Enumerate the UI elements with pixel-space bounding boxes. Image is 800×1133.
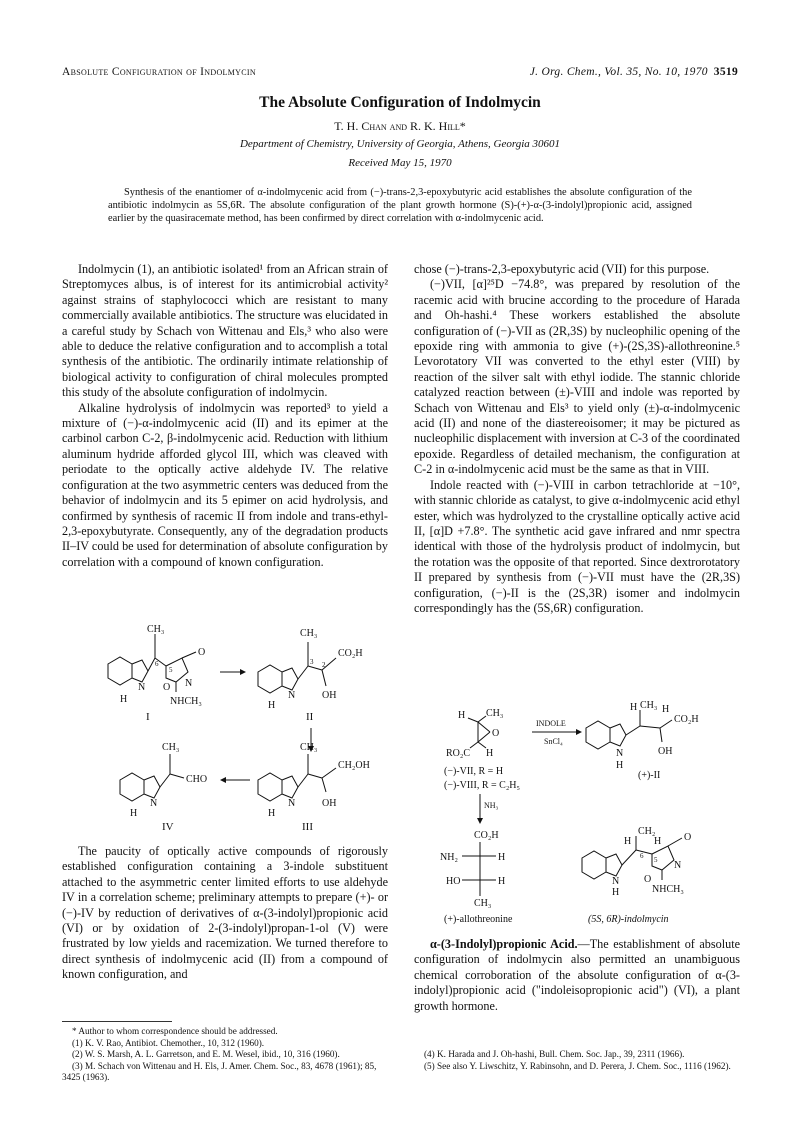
label-locant-5: 5 bbox=[169, 666, 173, 674]
label-h: H bbox=[498, 876, 506, 887]
footnote: (1) K. V. Rao, Antibiot. Chemother., 10, 312 (1960). bbox=[72, 1037, 265, 1048]
label-h: H bbox=[458, 710, 466, 721]
label-ch3: CH₃ bbox=[486, 708, 504, 719]
label-ch3: CH₃ bbox=[162, 742, 180, 753]
label-h: H bbox=[662, 704, 670, 715]
label-oh: OH bbox=[322, 798, 337, 809]
label-ch2oh: CH₂OH bbox=[338, 760, 370, 771]
running-header-right bbox=[530, 66, 738, 78]
footnotes-right bbox=[414, 1049, 740, 1072]
section-text: —The establishment of absolute configuration of indolmycin also permitted an unambiguous chemical corroboration of the absolute configuration of α-(3-indolyl)propionic acid ("indoleisopropionic acid") (VI), a plant growth hormone. bbox=[414, 937, 740, 1013]
label-compound-I: I bbox=[146, 711, 150, 723]
label-ch3: CH₃ bbox=[474, 898, 492, 909]
label-nh2: NH₂ bbox=[440, 852, 458, 863]
paragraph: Indole reacted with (−)-VIII in carbon tetrachloride at −10°, with stannic chloride as catalyst, to give α-indolmycenic acid ethyl ester, which was hydrolyzed to the crystalline optically active acid II, [α]D +7.8°. The synthetic acid gave infrared and nmr spectra identical with those of the hydrolysis product of indolmycin, but the rotation was the opposite of that reported. Since dextrorotatory II prepared by synthesis from (−)-VII must have the (2R,3S) configuration, (−)-II is the (2S,3R) isomer and indolmycin correspondingly has the (5S,6R) configuration. bbox=[414, 477, 740, 615]
label-n: N bbox=[288, 690, 296, 701]
label-oh: OH bbox=[658, 746, 673, 757]
label-h: H bbox=[654, 836, 662, 847]
label-n: N bbox=[612, 876, 620, 887]
arrow-head bbox=[477, 818, 483, 824]
label-plus-ii: (+)-II bbox=[638, 770, 661, 781]
label-ho: HO bbox=[446, 876, 461, 887]
label-h: H bbox=[616, 760, 624, 771]
scheme-synthesis bbox=[440, 698, 740, 930]
label-n: N bbox=[150, 798, 158, 809]
label-o: O bbox=[492, 728, 500, 739]
label-ch3: CH₃ bbox=[300, 628, 318, 639]
footnote: (3) M. Schach von Wittenau and H. Els, J. Amer. Chem. Soc., 83, 4678 (1961); 85, 3425 (1963). bbox=[62, 1060, 377, 1083]
structure-epoxide-VII bbox=[444, 708, 520, 791]
structure-glycol-III bbox=[258, 742, 370, 833]
structure-allothreonine bbox=[440, 830, 513, 925]
journal-citation: J. Org. Chem., Vol. 35, No. 10, 1970 bbox=[529, 66, 708, 78]
footnote-rule bbox=[62, 1021, 172, 1022]
footnotes-left bbox=[62, 1026, 388, 1084]
paragraph bbox=[414, 937, 740, 1014]
label-n: N bbox=[138, 682, 146, 693]
authors: T. H. Chan and R. K. Hill* bbox=[334, 119, 466, 133]
label-compound-III: III bbox=[302, 821, 313, 833]
structure-indolmycin bbox=[582, 826, 691, 925]
label-h: H bbox=[268, 808, 276, 819]
label-co2h: CO₂H bbox=[338, 648, 363, 659]
label-indole: INDOLE bbox=[536, 719, 566, 728]
label-h: H bbox=[612, 887, 620, 898]
label-ch3: CH₃ bbox=[147, 624, 165, 635]
label-indolmycin: (5S, 6R)-indolmycin bbox=[588, 914, 669, 925]
label-n: N bbox=[288, 798, 296, 809]
paragraph: chose (−)-trans-2,3-epoxybutyric acid (VII) for this purpose. bbox=[414, 262, 710, 276]
label-nhch3: NHCH₃ bbox=[170, 696, 202, 707]
label-n: N bbox=[616, 748, 624, 759]
right-column-text bbox=[414, 262, 740, 616]
label-h: H bbox=[268, 700, 276, 711]
left-column-text-bottom bbox=[62, 844, 388, 983]
label-n: N bbox=[185, 678, 193, 689]
right-column-text-bottom bbox=[414, 937, 740, 1014]
footnote: (4) K. Harada and J. Oh-hashi, Bull. Chem. Soc. Jap., 39, 2311 (1966). bbox=[424, 1049, 685, 1059]
label-n: N bbox=[674, 860, 682, 871]
label-co2h: CO₂H bbox=[474, 830, 499, 841]
label-locant-3: 3 bbox=[310, 658, 314, 666]
label-ro2c: RO₂C bbox=[446, 748, 471, 759]
label-h: H bbox=[630, 702, 638, 713]
page-number: 3519 bbox=[713, 66, 738, 78]
label-h: H bbox=[130, 808, 138, 819]
label-compound-IV: IV bbox=[162, 821, 174, 833]
running-header-left: Absolute Configuration of Indolmycin bbox=[62, 66, 256, 78]
label-allothreonine: (+)-allothreonine bbox=[444, 914, 513, 925]
label-sncl4: SnCl₄ bbox=[544, 737, 563, 746]
label-h: H bbox=[120, 694, 128, 705]
received-date: Received May 15, 1970 bbox=[348, 157, 452, 169]
affiliation: Department of Chemistry, University of Georgia, Athens, Georgia 30601 bbox=[239, 138, 561, 150]
label-locant-6: 6 bbox=[640, 852, 644, 860]
label-cho: CHO bbox=[186, 774, 208, 785]
label-ch2: CH₂ bbox=[638, 826, 656, 837]
abstract: Synthesis of the enantiomer of α-indolmycenic acid from (−)-trans-2,3-epoxybutyric acid establishes the absolute configuration of the antibiotic indolmycin as 5S,6R. The absolute configuration of the plant growth hormone (S)-(+)-α-(3-indolyl)propionic acid, assigned earlier by the quasiracemate method, has been confirmed by direct correlation with α-indolmycenic acid. bbox=[108, 187, 692, 225]
footnote: (2) W. S. Marsh, A. L. Garretson, and E. M. Wesel, ibid., 10, 316 (1960). bbox=[72, 1049, 340, 1060]
paragraph: (−)VII, [α]²⁵D −74.8°, was prepared by resolution of the racemic acid with brucine according to the procedure of Harada and Oh-hashi.⁴ These workers established the absolute configuration of (−)-VII as (2R,3S) by nucleophilic opening of the epoxide ring with ammonia to give (+)-(2S,3S)-allothreonine.⁵ Levorotatory VII was converted to the ethyl ester (VIII) by reaction of the silver salt with ethyl iodide. The stannic chloride catalyzed reaction between (±)-VIII and indole was reported by Schach von Wittenau and Els³ to yield only (±)-α-indolmycenic acid (II) and none of the diastereoisomer; it may be pictured as nucleophilic displacement with inversion at C-3 of the coordinated epoxide. Regardless of detailed mechanism, the configuration at C-2 in α-indolmycenic acid must be the same as that in VIII. bbox=[414, 277, 740, 477]
label-o: O bbox=[163, 682, 171, 693]
label-nh3: NH₃ bbox=[484, 801, 499, 810]
structure-plus-II bbox=[586, 700, 699, 781]
label-o: O bbox=[644, 874, 652, 885]
footnote: (5) See also Y. Liwschitz, Y. Rabinsohn, and D. Perera, J. Chem. Soc., 1116 (1962). bbox=[424, 1060, 731, 1071]
paragraph: Alkaline hydrolysis of indolmycin was reported³ to yield a mixture of (−)-α-indolmycenic acid (II) and its epimer at the carbinol carbon C-2, β-indolmycenic acid. Reduction with lithium aluminum hydride afforded glycol III, which was cleaved with periodate to the optically active aldehyde IV. The relative configuration at the two asymmetric centers was deduced from the behavior of indolmycin and its 5 epimer on acid hydrolysis, and confirmed by synthesis of racemic II from indole and trans-ethyl-2,3-epoxybutyrate. Consequently, any of the degradation products II–IV could be used for determination of absolute configuration by correlation with a compound of known configuration. bbox=[62, 400, 388, 569]
label-locant-5: 5 bbox=[654, 856, 658, 864]
label-co2h: CO₂H bbox=[674, 714, 699, 725]
left-column-text bbox=[62, 262, 388, 570]
structure-indolmycenic-acid-II bbox=[258, 628, 363, 723]
label-h: H bbox=[486, 748, 494, 759]
label-compound-II: II bbox=[306, 711, 314, 723]
label-h: H bbox=[498, 852, 506, 863]
footnote: * Author to whom correspondence should be addressed. bbox=[72, 1026, 278, 1036]
label-o: O bbox=[684, 832, 692, 843]
arrow-head bbox=[240, 669, 246, 675]
label-locant-2: 2 bbox=[322, 661, 326, 669]
label-ch3: CH₃ bbox=[640, 700, 658, 711]
label-o: O bbox=[198, 647, 206, 658]
paragraph: Indolmycin (1), an antibiotic isolated¹ from an African strain of Streptomyces albus, is of interest for its antimicrobial activity² against strains of staphylococci which are resistant to many commercially available antibiotics. The structure was elucidated in a careful study by Schach von Wittenau and Els,³ who also were able to deduce the relative configuration and to accomplish a total synthesis of the antibiotic. The ordinarily intimate relationship of biological activity to configuration of chiral molecules prompted this study of the absolute configuration of indolmycin. bbox=[62, 262, 389, 400]
label-oh: OH bbox=[322, 690, 337, 701]
section-heading: α-(3-Indolyl)propionic Acid. bbox=[430, 937, 578, 951]
paragraph: The paucity of optically active compounds of rigorously established configuration containing a 3-indole substituent attached to the asymmetric center limited efforts to use aldehyde IV in a correlation scheme; preliminary attempts to prepare (+)- or (−)-IV by reduction of derivatives of α-(3-indolyl)propionic acid (VI) or by oxidation of 2-(3-indolyl)propan-1-ol (V) were frustrated by low yields and racemization. We turned therefore to direct synthesis of indolmycenic acid (II) from a compound of known configuration, and bbox=[62, 844, 388, 982]
structure-indolmycin-I bbox=[108, 624, 205, 723]
label-locant-6: 6 bbox=[155, 660, 159, 668]
label-h: H bbox=[624, 836, 632, 847]
article-title: The Absolute Configuration of Indolmycin bbox=[259, 94, 541, 111]
scheme-degradation bbox=[100, 620, 400, 835]
arrow-head bbox=[576, 729, 582, 735]
arrow-head bbox=[220, 777, 226, 783]
label-vii: (−)-VII, R = H bbox=[444, 766, 504, 777]
label-viii: (−)-VIII, R = C₂H₅ bbox=[444, 780, 521, 791]
label-nhch3: NHCH₃ bbox=[652, 884, 684, 895]
label-ch3: CH₃ bbox=[300, 742, 318, 753]
structure-aldehyde-IV bbox=[120, 742, 207, 833]
